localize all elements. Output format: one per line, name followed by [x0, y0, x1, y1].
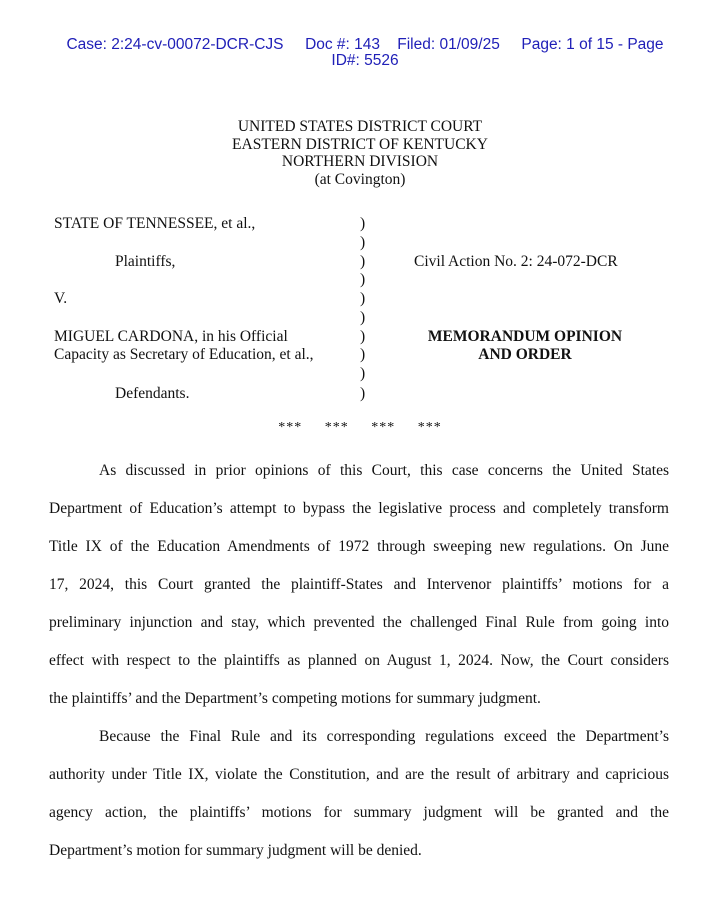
- paragraph-line: Because the Final Rule and its corresponding regulations exceed the Department’s: [99, 728, 669, 745]
- court-name: UNITED STATES DISTRICT COURT: [237, 118, 483, 135]
- document-title-line-2: AND ORDER: [478, 346, 572, 363]
- paren: ): [360, 215, 366, 232]
- paragraph-line: 17, 2024, this Court granted the plaintiff-States and Intervenor plaintiffs’ motions for a: [49, 576, 669, 593]
- defendant-role: Defendants.: [115, 385, 190, 402]
- court-district: EASTERN DISTRICT OF KENTUCKY: [232, 135, 488, 153]
- defendant-name: MIGUEL CARDONA, in his Official: [54, 328, 288, 345]
- paragraph-line: Department of Education’s attempt to bypass the legislative process and completely transform: [49, 500, 669, 517]
- plaintiff-role: Plaintiffs,: [115, 253, 176, 270]
- paragraph-line: As discussed in prior opinions of this Court, this case concerns the United States: [99, 462, 669, 479]
- paragraph-line: the plaintiffs’ and the Department’s competing motions for summary judgment.: [49, 690, 541, 707]
- filing-header-stamp: [40, 37, 690, 69]
- paragraph-line: effect with respect to the plaintiffs as planned on August 1, 2024. Now, the Court considers: [49, 652, 669, 669]
- body-paragraph-1: [49, 452, 669, 718]
- body-paragraph-2: [49, 718, 669, 870]
- paragraph-line: Title IX of the Education Amendments of 1972 through sweeping new regulations. On June: [49, 538, 669, 555]
- paren: ): [360, 234, 366, 251]
- paren: ): [360, 253, 366, 270]
- filed-date: Filed: 01/09/25: [397, 36, 500, 53]
- paren: ): [360, 271, 366, 288]
- defendant-capacity: Capacity as Secretary of Education, et al.,: [54, 346, 314, 363]
- paren: ): [360, 309, 366, 326]
- paragraph-line: agency action, the plaintiffs’ motions for summary judgment will be granted and the: [49, 804, 669, 821]
- paragraph-line: authority under Title IX, violate the Constitution, and are the result of arbitrary and capricious: [49, 766, 669, 783]
- paren: ): [360, 290, 366, 307]
- paren: ): [360, 385, 366, 402]
- versus: V.: [54, 290, 68, 307]
- court-location: (at Covington): [314, 170, 406, 188]
- filing-header-line-1: [40, 37, 690, 53]
- paragraph-line: preliminary injunction and stay, which prevented the challenged Final Rule from going into: [49, 614, 669, 631]
- section-separator: *** *** *** ***: [278, 420, 442, 435]
- paren: ): [360, 328, 366, 345]
- paren: ): [360, 365, 366, 382]
- document-title-line-1: MEMORANDUM OPINION: [427, 328, 623, 345]
- court-division: NORTHERN DIVISION: [281, 153, 439, 170]
- case-number: Case: 2:24-cv-00072-DCR-CJS: [66, 36, 284, 53]
- page-count: Page: 1 of 15 - Page: [521, 36, 664, 53]
- document-title: [400, 328, 650, 364]
- paren: ): [360, 346, 366, 363]
- plaintiff-party: STATE OF TENNESSEE, et al.,: [54, 215, 256, 232]
- page-id: ID#: 5526: [331, 52, 399, 69]
- paragraph-line: Department’s motion for summary judgment will be denied.: [49, 842, 422, 859]
- civil-action-number: Civil Action No. 2: 24-072-DCR: [414, 253, 618, 270]
- court-heading: [0, 118, 720, 188]
- doc-number: Doc #: 143: [305, 36, 381, 53]
